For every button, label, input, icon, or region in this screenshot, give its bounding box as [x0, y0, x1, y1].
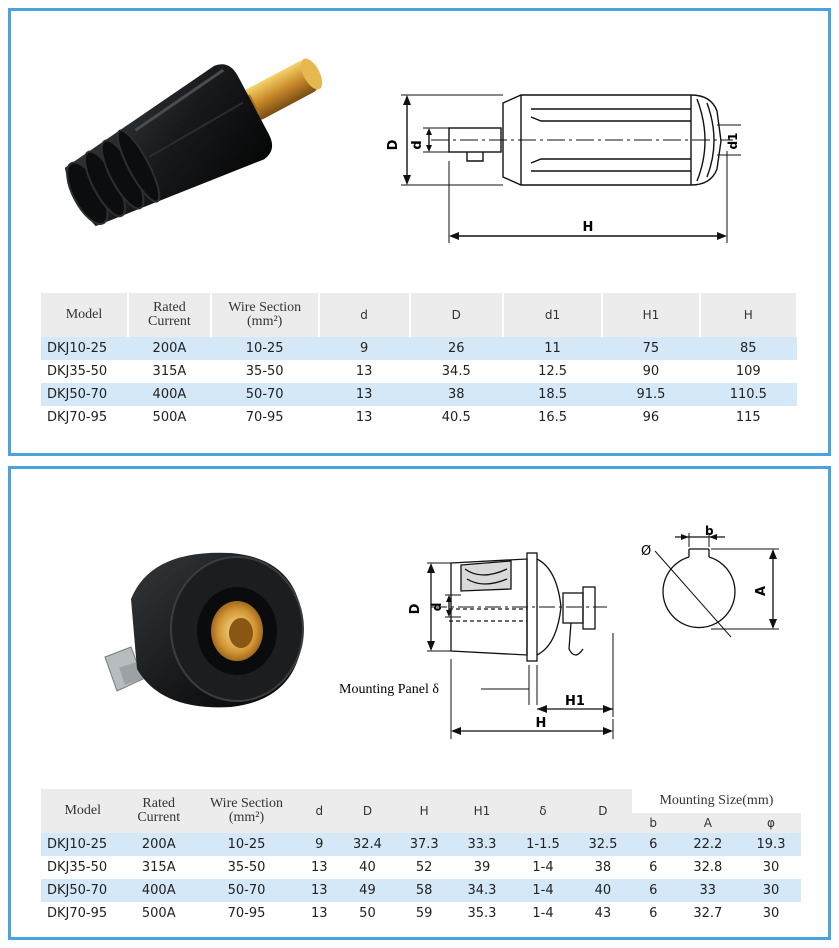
header-H1: H1: [602, 293, 699, 337]
cell-D: 49: [339, 879, 397, 902]
header-wire-section: Wire Section (mm²): [211, 293, 319, 337]
cell-A: 32.8: [693, 860, 723, 875]
header-rated-current: Rated Current: [128, 293, 211, 337]
cell-wire: 10-25: [193, 833, 300, 856]
cell-H: 85: [700, 337, 797, 360]
header-model: Model: [41, 293, 128, 337]
header-D: D: [339, 789, 397, 833]
socket-dimension-drawing: [331, 529, 621, 759]
cell-H1: 90: [642, 364, 660, 379]
cell-delta: 1-4: [532, 906, 554, 921]
hole-label-A: A: [754, 585, 769, 597]
socket-label-D: D: [408, 603, 423, 615]
cell-d: 13: [311, 860, 328, 875]
cell-model: DKJ70-95: [47, 906, 108, 921]
cell-delta: 1-1.5: [512, 833, 574, 856]
plug-table-header-row: [41, 293, 797, 337]
cell-d1: 16.5: [538, 410, 568, 425]
cell-phi: 30: [741, 879, 801, 902]
cell-D: 40.5: [441, 410, 471, 425]
cell-D: 38: [410, 383, 503, 406]
socket-photo: [91, 539, 321, 729]
cell-D: 50: [359, 906, 376, 921]
cell-current: 315A: [141, 860, 176, 875]
cell-D: 32.4: [339, 833, 397, 856]
table-row: [41, 833, 801, 856]
cell-d: 9: [319, 337, 410, 360]
plug-photo: [33, 31, 363, 271]
cell-d: 9: [300, 833, 339, 856]
plug-label-d1: d1: [726, 132, 740, 150]
plug-spec-table: [41, 293, 798, 429]
header-H: H: [700, 293, 797, 337]
plug-dimension-drawing: [371, 81, 741, 261]
socket-label-H1: H1: [565, 694, 585, 709]
cell-model: DKJ10-25: [41, 833, 124, 856]
cell-d: 13: [311, 906, 328, 921]
cell-d: 13: [319, 383, 410, 406]
cell-H1: 75: [602, 337, 699, 360]
socket-table-header-row: [41, 789, 801, 813]
cell-wire: 70-95: [227, 906, 266, 921]
cell-wire: 35-50: [245, 364, 284, 379]
cell-d: 13: [355, 410, 373, 425]
cell-b: 6: [632, 833, 675, 856]
table-row: [41, 337, 797, 360]
cell-model: DKJ70-95: [47, 410, 108, 425]
cell-H: 58: [396, 879, 452, 902]
cell-D: 40: [359, 860, 376, 875]
cell-delta: 1-4: [532, 860, 554, 875]
cell-d1: 11: [503, 337, 602, 360]
header-rated-current: Rated Current: [124, 789, 193, 833]
cell-D2: 40: [574, 879, 632, 902]
socket-spec-table: [41, 789, 801, 925]
cell-H: 37.3: [396, 833, 452, 856]
header-H1: H1: [452, 789, 512, 833]
cell-H1: 33.3: [452, 833, 512, 856]
cell-H1: 96: [642, 410, 660, 425]
cell-H: 52: [415, 860, 433, 875]
cell-d: 13: [300, 879, 339, 902]
cell-wire: 35-50: [227, 860, 266, 875]
cell-wire: 70-95: [245, 410, 284, 425]
cell-D2: 32.5: [574, 833, 632, 856]
cell-model: DKJ50-70: [41, 383, 128, 406]
cell-current: 500A: [141, 906, 176, 921]
cell-H1: 34.3: [452, 879, 512, 902]
cell-d: 13: [355, 364, 373, 379]
cell-current: 200A: [128, 337, 211, 360]
plug-label-D: D: [386, 139, 401, 151]
cell-d1: 18.5: [503, 383, 602, 406]
cell-model: DKJ35-50: [47, 364, 108, 379]
cell-model: DKJ50-70: [41, 879, 124, 902]
table-row: [41, 406, 797, 429]
cell-A: 33: [675, 879, 741, 902]
cell-wire: 50-70: [193, 879, 300, 902]
socket-panel: [8, 466, 831, 940]
cell-current: 400A: [124, 879, 193, 902]
hole-label-phi: Ø: [641, 544, 652, 559]
header-b: b: [632, 813, 675, 833]
header-wire-section: Wire Section (mm²): [193, 789, 300, 833]
cell-phi: 19.3: [741, 833, 801, 856]
socket-label-d: d: [430, 602, 444, 612]
cell-H1: 91.5: [602, 383, 699, 406]
plug-label-H: H: [582, 220, 594, 235]
cell-d1: 12.5: [538, 364, 568, 379]
cell-model: DKJ35-50: [47, 860, 108, 875]
table-row: [41, 879, 801, 902]
cell-b: 6: [649, 906, 658, 921]
cell-b: 6: [632, 879, 675, 902]
cell-b: 6: [649, 860, 658, 875]
table-row: [41, 902, 801, 925]
cell-wire: 10-25: [211, 337, 319, 360]
cell-D2: 38: [594, 860, 612, 875]
cell-A: 22.2: [675, 833, 741, 856]
socket-label-H: H: [535, 716, 547, 731]
table-row: [41, 383, 797, 406]
header-d: d: [300, 789, 339, 833]
hole-label-b: b: [705, 525, 714, 538]
header-phi: φ: [741, 813, 801, 833]
cell-wire: 50-70: [211, 383, 319, 406]
cell-D2: 43: [594, 906, 612, 921]
table-row: [41, 856, 801, 879]
header-A: A: [675, 813, 741, 833]
cell-H: 109: [735, 364, 761, 379]
header-delta: δ: [512, 789, 574, 833]
mounting-panel-label: Mounting Panel δ: [339, 682, 439, 697]
table-row: [41, 360, 797, 383]
header-H: H: [396, 789, 452, 833]
cell-H1: 35.3: [467, 906, 497, 921]
cell-H1: 39: [473, 860, 491, 875]
header-mounting-size: Mounting Size(mm): [632, 789, 801, 813]
plug-panel: [8, 8, 831, 456]
mounting-hole-drawing: [631, 525, 781, 655]
cell-current: 200A: [124, 833, 193, 856]
header-d: d: [319, 293, 410, 337]
cell-A: 32.7: [693, 906, 723, 921]
cell-H: 115: [735, 410, 761, 425]
cell-D: 26: [410, 337, 503, 360]
cell-phi: 30: [762, 860, 780, 875]
header-model: Model: [41, 789, 124, 833]
cell-H: 59: [415, 906, 433, 921]
cell-current: 500A: [152, 410, 187, 425]
header-d1: d1: [503, 293, 602, 337]
cell-model: DKJ10-25: [41, 337, 128, 360]
cell-current: 400A: [128, 383, 211, 406]
header-D: D: [410, 293, 503, 337]
header-D2: D: [574, 789, 632, 833]
cell-H: 110.5: [700, 383, 797, 406]
plug-label-d: d: [410, 140, 425, 150]
cell-phi: 30: [762, 906, 780, 921]
cell-delta: 1-4: [512, 879, 574, 902]
cell-D: 34.5: [441, 364, 471, 379]
cell-current: 315A: [152, 364, 187, 379]
